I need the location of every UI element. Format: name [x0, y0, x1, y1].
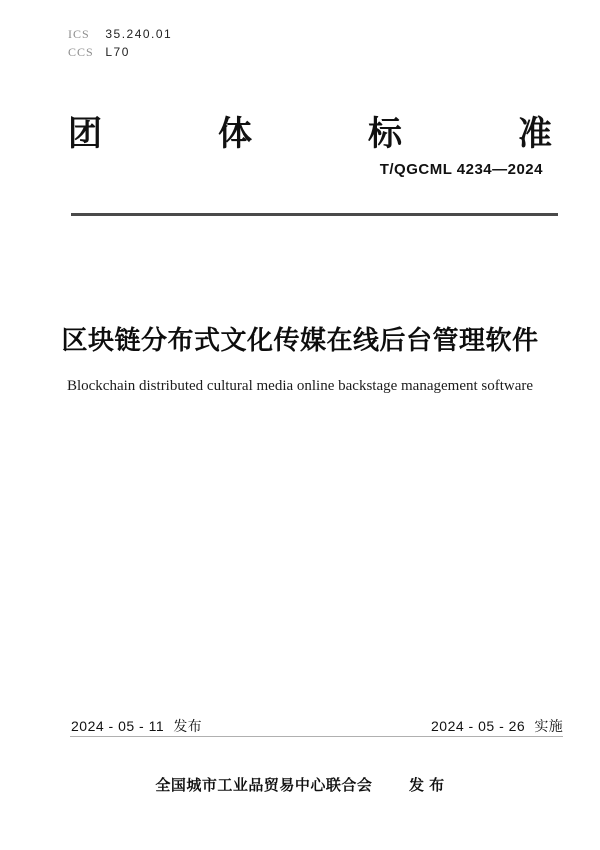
implement-date-label: 实施 — [534, 718, 563, 734]
publisher-organization: 全国城市工业品贸易中心联合会 — [155, 777, 373, 794]
standard-number: T/QGCML 4234—2024 — [379, 161, 543, 178]
footer-divider-rule — [70, 736, 563, 737]
implement-date — [431, 716, 563, 736]
ccs-label: CCS — [68, 45, 94, 59]
issue-date-value: 2024 - 05 - 11 — [71, 718, 165, 734]
header-divider-rule — [71, 213, 558, 216]
doc-type-char-2: 体 — [218, 115, 252, 153]
issue-date-label: 发布 — [173, 718, 202, 734]
issue-date — [71, 716, 202, 736]
doc-type-char-4: 准 — [518, 115, 552, 153]
implement-date-value: 2024 - 05 - 26 — [431, 718, 526, 734]
doc-type-char-3: 标 — [368, 115, 402, 153]
page-title-chinese: 区块链分布式文化传媒在线后台管理软件 — [61, 325, 539, 355]
classification-codes — [68, 25, 172, 61]
date-row — [71, 716, 563, 736]
ics-label: ICS — [68, 27, 90, 41]
ics-value: 35.240.01 — [105, 27, 173, 41]
page-title-english: Blockchain distributed cultural media online backstage management software — [66, 378, 534, 394]
ics-code-line — [68, 25, 172, 43]
publish-action-label: 发 布 — [409, 777, 445, 794]
document-type-heading — [68, 106, 552, 155]
ccs-code-line — [68, 43, 172, 61]
publisher-row — [0, 774, 600, 795]
doc-type-char-1: 团 — [68, 115, 102, 153]
ccs-value: L70 — [105, 45, 130, 59]
